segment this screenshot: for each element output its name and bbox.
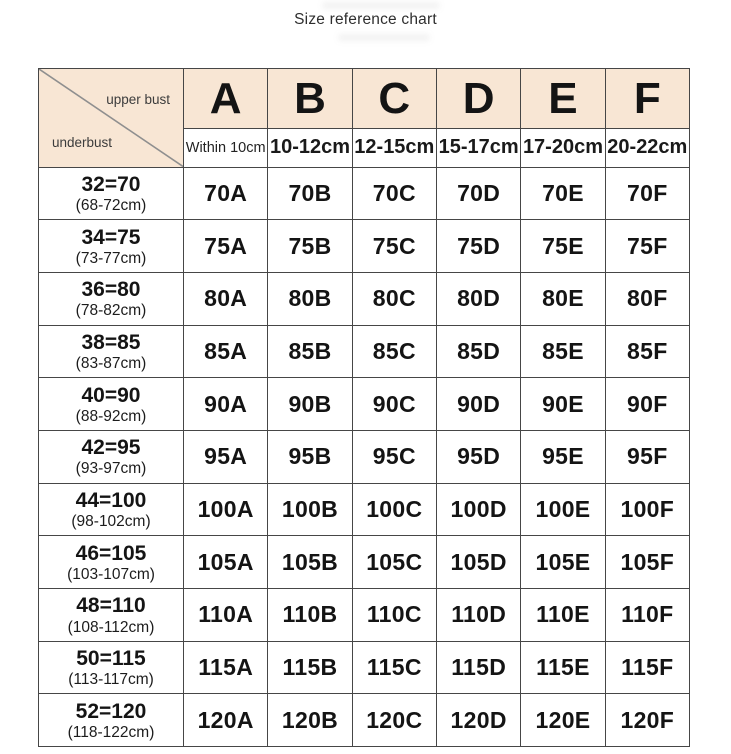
underbust-cell [39, 272, 184, 325]
size-cell-110C: 110C [352, 589, 436, 642]
underbust-cell [39, 694, 184, 747]
size-cell-90D: 90D [436, 378, 520, 431]
size-cell-95A: 95A [184, 430, 268, 483]
corner-label-upper-bust: upper bust [106, 92, 170, 107]
size-cell-90C: 90C [352, 378, 436, 431]
size-cell-95F: 95F [605, 430, 689, 483]
size-cell-85A: 85A [184, 325, 268, 378]
underbust-range: (73-77cm) [75, 249, 147, 267]
size-table-body [39, 167, 690, 747]
cup-letter-B: B [268, 69, 352, 129]
underbust-range: (98-102cm) [71, 513, 151, 531]
size-cell-110E: 110E [521, 589, 605, 642]
cup-letter-row [39, 69, 690, 129]
ghost-artifact [322, 2, 440, 9]
size-cell-115B: 115B [268, 641, 352, 694]
underbust-size: 38=85 [81, 330, 141, 354]
size-cell-120B: 120B [268, 694, 352, 747]
size-cell-70B: 70B [268, 167, 352, 220]
size-cell-70E: 70E [521, 167, 605, 220]
cup-letter-F: F [605, 69, 689, 129]
size-cell-95D: 95D [436, 430, 520, 483]
size-cell-115D: 115D [436, 641, 520, 694]
table-row [39, 536, 690, 589]
size-cell-110B: 110B [268, 589, 352, 642]
size-cell-100C: 100C [352, 483, 436, 536]
size-cell-85D: 85D [436, 325, 520, 378]
underbust-range: (68-72cm) [75, 197, 147, 215]
size-cell-105B: 105B [268, 536, 352, 589]
underbust-cell [39, 589, 184, 642]
size-cell-80B: 80B [268, 272, 352, 325]
size-cell-115C: 115C [352, 641, 436, 694]
size-cell-110F: 110F [605, 589, 689, 642]
underbust-range: (88-92cm) [75, 407, 147, 425]
size-cell-90F: 90F [605, 378, 689, 431]
size-cell-115A: 115A [184, 641, 268, 694]
size-cell-110A: 110A [184, 589, 268, 642]
underbust-cell [39, 325, 184, 378]
underbust-range: (93-97cm) [75, 460, 147, 478]
size-cell-120F: 120F [605, 694, 689, 747]
table-row [39, 694, 690, 747]
underbust-size: 42=95 [81, 436, 141, 460]
underbust-cell [39, 430, 184, 483]
size-cell-105E: 105E [521, 536, 605, 589]
diagonal-divider-line [39, 69, 183, 167]
page-title: Size reference chart [294, 11, 437, 28]
size-cell-75C: 75C [352, 220, 436, 273]
ghost-artifact [338, 34, 430, 41]
size-cell-120C: 120C [352, 694, 436, 747]
size-cell-70D: 70D [436, 167, 520, 220]
size-cell-115E: 115E [521, 641, 605, 694]
underbust-size: 40=90 [81, 383, 141, 407]
size-cell-80D: 80D [436, 272, 520, 325]
size-cell-105A: 105A [184, 536, 268, 589]
size-cell-75B: 75B [268, 220, 352, 273]
underbust-cell [39, 536, 184, 589]
cup-letter-A: A [184, 69, 268, 129]
size-table-header [39, 69, 690, 168]
size-cell-100E: 100E [521, 483, 605, 536]
cup-letter-C: C [352, 69, 436, 129]
table-row [39, 589, 690, 642]
size-cell-100B: 100B [268, 483, 352, 536]
cup-range-A: Within 10cm [184, 129, 268, 168]
underbust-size: 32=70 [81, 172, 141, 196]
underbust-cell [39, 167, 184, 220]
table-row [39, 378, 690, 431]
size-cell-70C: 70C [352, 167, 436, 220]
size-cell-80F: 80F [605, 272, 689, 325]
underbust-size: 36=80 [81, 278, 141, 302]
size-cell-75E: 75E [521, 220, 605, 273]
underbust-range: (118-122cm) [67, 723, 155, 741]
size-cell-75D: 75D [436, 220, 520, 273]
size-cell-105F: 105F [605, 536, 689, 589]
cup-range-C: 12-15cm [352, 129, 436, 168]
size-cell-80A: 80A [184, 272, 268, 325]
table-row [39, 272, 690, 325]
corner-label-underbust: underbust [52, 134, 113, 150]
underbust-cell [39, 641, 184, 694]
size-cell-105C: 105C [352, 536, 436, 589]
table-row [39, 483, 690, 536]
size-cell-120A: 120A [184, 694, 268, 747]
size-cell-95C: 95C [352, 430, 436, 483]
size-cell-90B: 90B [268, 378, 352, 431]
cup-letter-E: E [521, 69, 605, 129]
size-cell-110D: 110D [436, 589, 520, 642]
cup-range-D: 15-17cm [436, 129, 520, 168]
underbust-size: 50=115 [76, 647, 146, 671]
size-cell-95E: 95E [521, 430, 605, 483]
underbust-range: (113-117cm) [68, 671, 154, 689]
size-cell-80C: 80C [352, 272, 436, 325]
cup-range-F: 20-22cm [605, 129, 689, 168]
size-cell-120E: 120E [521, 694, 605, 747]
size-cell-90A: 90A [184, 378, 268, 431]
underbust-range: (108-112cm) [67, 618, 155, 636]
size-cell-90E: 90E [521, 378, 605, 431]
size-cell-85F: 85F [605, 325, 689, 378]
underbust-size: 44=100 [75, 488, 147, 512]
corner-cell [39, 69, 184, 168]
size-cell-85B: 85B [268, 325, 352, 378]
size-cell-120D: 120D [436, 694, 520, 747]
cup-range-B: 10-12cm [268, 129, 352, 168]
size-cell-100D: 100D [436, 483, 520, 536]
underbust-cell [39, 483, 184, 536]
table-row [39, 220, 690, 273]
size-cell-85E: 85E [521, 325, 605, 378]
underbust-size: 46=105 [75, 541, 147, 565]
size-cell-105D: 105D [436, 536, 520, 589]
size-cell-70A: 70A [184, 167, 268, 220]
size-reference-table [38, 68, 690, 747]
size-cell-75F: 75F [605, 220, 689, 273]
size-cell-80E: 80E [521, 272, 605, 325]
size-cell-75A: 75A [184, 220, 268, 273]
underbust-cell [39, 378, 184, 431]
size-cell-85C: 85C [352, 325, 436, 378]
underbust-cell [39, 220, 184, 273]
table-row [39, 167, 690, 220]
size-cell-115F: 115F [605, 641, 689, 694]
underbust-size: 48=110 [76, 594, 146, 618]
table-row [39, 430, 690, 483]
underbust-range: (78-82cm) [75, 302, 147, 320]
underbust-size: 52=120 [75, 699, 147, 723]
cup-letter-D: D [436, 69, 520, 129]
size-cell-100A: 100A [184, 483, 268, 536]
cup-range-E: 17-20cm [521, 129, 605, 168]
underbust-range: (103-107cm) [67, 565, 155, 583]
size-cell-70F: 70F [605, 167, 689, 220]
table-row [39, 641, 690, 694]
size-cell-95B: 95B [268, 430, 352, 483]
size-cell-100F: 100F [605, 483, 689, 536]
table-row [39, 325, 690, 378]
underbust-size: 34=75 [81, 225, 141, 249]
underbust-range: (83-87cm) [75, 355, 147, 373]
